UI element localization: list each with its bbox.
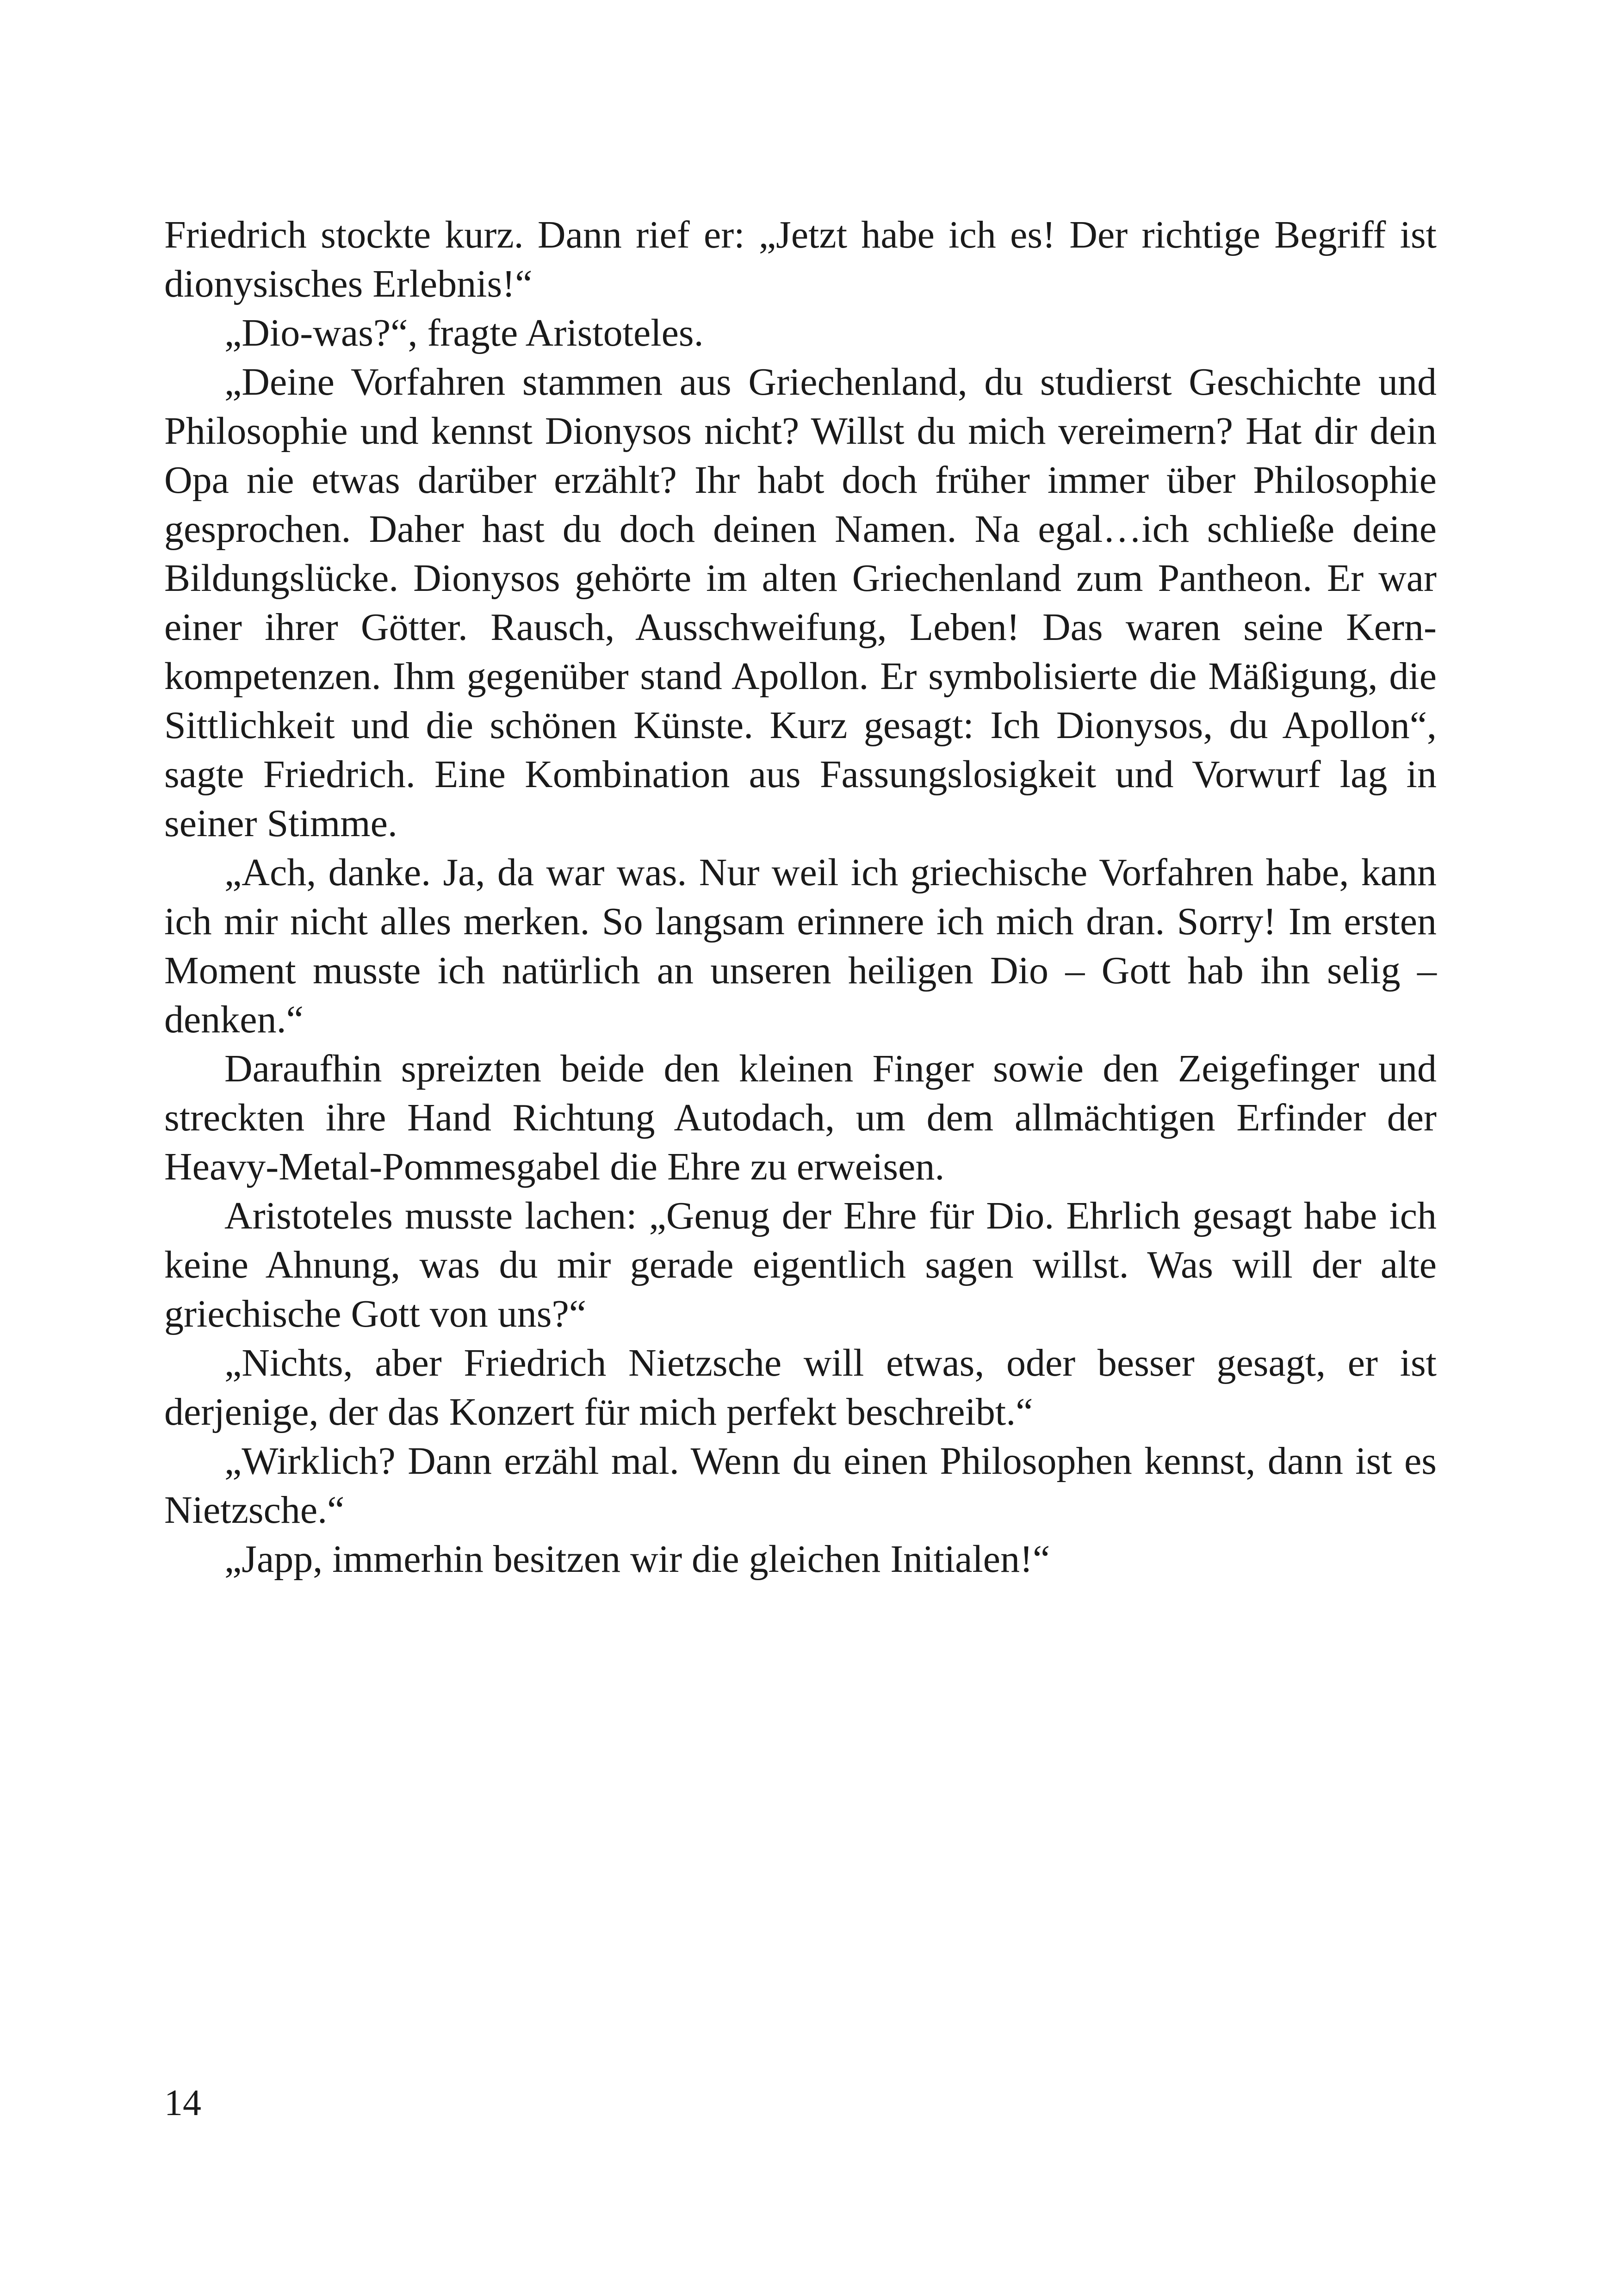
paragraph: Friedrich stockte kurz. Dann rief er: „Jetzt habe ich es! Der richtige Begriff ist dionysisches Erlebnis!“ xyxy=(164,213,1437,305)
paragraph: Daraufhin spreizten beide den kleinen Finger sowie den Zeigefinger und streckten ihre Hand Richtung Autodach, um dem allmächtigen Erfinder der Heavy-Metal-Pommesgabel die Ehre zu erweisen. xyxy=(164,1047,1437,1188)
body-text xyxy=(164,211,1437,1584)
paragraph: „Dio-was?“, fragte Aristoteles. xyxy=(224,311,704,354)
paragraph: „Deine Vorfahren stammen aus Griechenland, du studierst Geschichte und Philosophie und kennst Dionysos nicht? Willst du mich vereimern? Hat dir dein Opa nie etwas darüber erzählt? Ihr habt doch früher immer über Philosophie gesprochen. Daher hast du doch deinen Namen. Na egal…ich schließe deine Bildungslücke. Dionysos gehörte im alten Griechenland zum Pantheon. Er war einer ihrer Götter. Rausch, Ausschweifung, Leben! Das waren seine Kernkompetenzen. Ihm gegenüber stand Apollon. Er symbolisierte die Mäßigung, die Sittlichkeit und die schönen Künste. Kurz gesagt: Ich Dionysos, du Apollon“, sagte Friedrich. Eine Kombination aus Fassungslosigkeit und Vorwurf lag in seiner Stimme. xyxy=(164,360,1437,845)
paragraph: Aristoteles musste lachen: „Genug der Ehre für Dio. Ehrlich gesagt habe ich keine Ahnung, was du mir gerade eigentlich sagen willst. Was will der alte griechische Gott von uns?“ xyxy=(164,1194,1437,1335)
paragraph: „Ach, danke. Ja, da war was. Nur weil ich griechische Vorfahren habe, kann ich mir nicht alles merken. So langsam erinnere ich mich dran. Sorry! Im ersten Moment musste ich natürlich an unseren heiligen Dio – Gott hab ihn selig – denken.“ xyxy=(164,851,1437,1041)
paragraph: „Nichts, aber Friedrich Nietzsche will etwas, oder besser gesagt, er ist derjenige, der das Konzert für mich perfekt beschreibt.“ xyxy=(164,1341,1437,1433)
paragraph: „Wirklich? Dann erzähl mal. Wenn du einen Philosophen kennst, dann ist es Nietzsche.“ xyxy=(164,1440,1437,1532)
paragraph: „Japp, immerhin besitzen wir die gleichen Initialen!“ xyxy=(224,1538,1050,1581)
page-number: 14 xyxy=(164,2083,201,2123)
